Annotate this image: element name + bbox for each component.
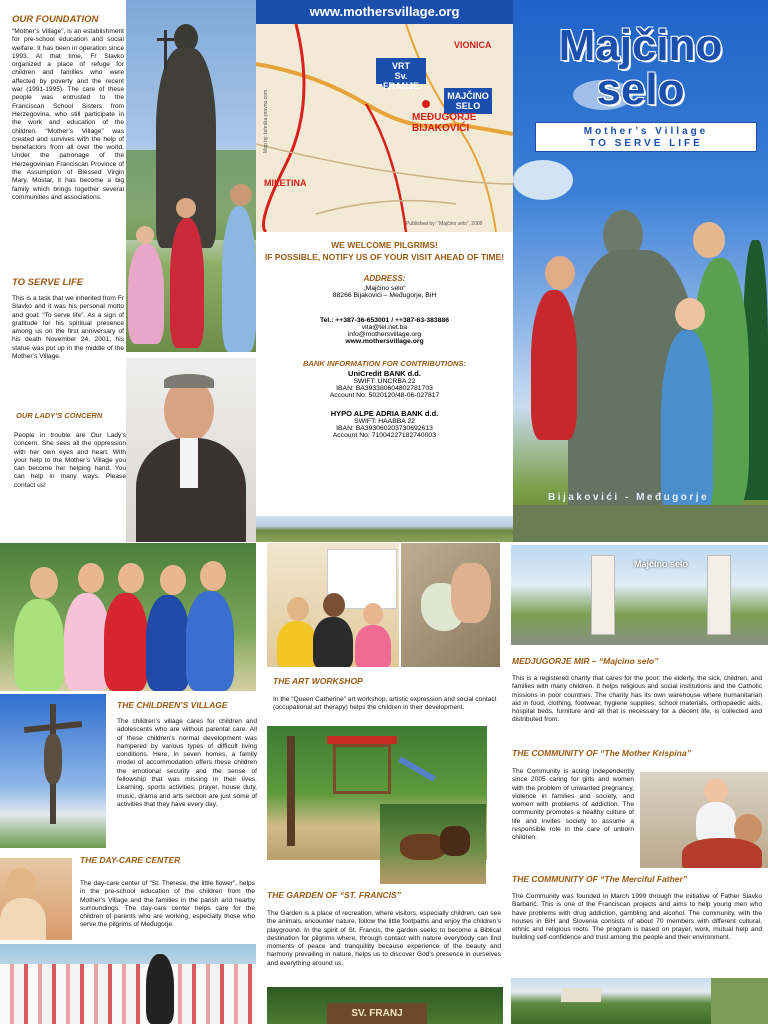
contact-block: [258, 236, 511, 516]
miletina-label: MILETINA: [264, 178, 307, 188]
community-landscape-photo: [511, 978, 768, 1024]
concern-heading: OUR LADY’S CONCERN: [16, 411, 103, 420]
map-url-bar: [256, 0, 513, 24]
medugorje-label: [412, 112, 476, 134]
statue-photo: [126, 0, 256, 352]
bank2-swift: SWIFT: HAABBA 22: [354, 418, 415, 425]
art-text: In the “Queen Catherine” art workshop, artistic expression and social contact (occupational art therapy) helps the children in their development.: [273, 696, 497, 712]
bank-label: BANK INFORMATION FOR CONTRIBUTIONS:: [302, 359, 467, 368]
email-vita[interactable]: vita@tel.net.ba: [361, 324, 408, 331]
to-serve-heading: TO SERVE LIFE: [12, 277, 84, 288]
vionica-label: VIONICA: [454, 40, 492, 50]
address-line2: 88266 Bijakovići – Međugorje, BiH: [332, 292, 437, 299]
mir-text: This is a registered charity that cares for the poor: the elderly, the sick, children, and families with many children. It helps religious and social institutions and the Catholic missions in poor countries. The charity has its own warehouse where humanitarian aid in food, clothing, footwear, hygiene supplies, school materials, orthopaedic aids, hospital beds, furniture and all that is necessary for a decent life, is collected and distributed from.: [512, 675, 762, 724]
garden-sign-photo: [267, 987, 503, 1024]
bank1-iban: IBAN: BA393380604802781703: [336, 385, 433, 392]
email-info[interactable]: info@mothersvillage.org: [347, 331, 422, 338]
merciful-heading: THE COMMUNITY OF “The Merciful Father”: [512, 874, 688, 884]
bank2-account: Account No: 7100422718274000З: [332, 432, 437, 439]
medugorje-label-line1: MEĐUGORJE: [412, 112, 477, 123]
welcome-line1: WE WELCOME PILGRIMS!: [331, 240, 438, 250]
cover-title-line1: Majčino: [558, 21, 723, 70]
vrt-label-line1: VRT: [392, 61, 410, 71]
krispina-text: The Community is acting independently since 2005 caring for girls and women with the problem of unwanted pregnancy, violence in families and society, and women with problems of addiction. The community promotes a healthy culture of life and invites society to assume a responsible role in the care of unborn children.: [512, 768, 634, 842]
medugorje-label-line2: BIJAKOVIĆI: [412, 123, 470, 134]
address-label: ADDRESS:: [363, 274, 406, 283]
bank2-name: HYPO ALPE ADRIA BANK d.d.: [330, 409, 439, 418]
children-group-photo: [0, 543, 256, 691]
garden-text: The Garden is a place of recreation, where visitors, especially children, can see the animals, encounter nature, follow the little footpaths and enjoy the children’s playground. In the spirit of St. Francis, the garden seeks to become a Biblical destination for pilgrims where, through contact with nature everybody can find moments of peace and tranquillity because experience of the beauty and harmony prevailing in nature, helps us to discover God’s presence in ourselves and everything around us.: [267, 910, 501, 967]
mir-heading: MEDJUGORJE MIR – “Majcino selo”: [512, 656, 659, 666]
cover-subtitle-line1: Mother’s Village: [583, 126, 709, 137]
majcino-selo-label: [444, 88, 492, 114]
merciful-text: The Community was founded in March 1999 through the initiative of Father Slavko Barbarić. This is one of the Franciscan projects and aims to help young men who have problems with drug addiction, gambling and alcohol. The community, with the houses in BiH and Slovenia consists of about 70 members with different cultural, ethnic and religious roots. The program is based on prayer, work, mutual help and building self-confidence and trust among the people and their environment.: [512, 893, 762, 942]
bank2-iban: IBAN: BA393060203730692613: [336, 425, 433, 432]
krispina-heading: THE COMMUNITY OF “The Mother Krispina”: [512, 748, 691, 758]
art-photo-1: [267, 543, 399, 667]
bank1-name: UniCredit BANK d.d.: [348, 369, 421, 378]
ponies-photo: [380, 804, 486, 884]
childrens-village-text: The children’s village cares for children and adolescents who are without parental care. All of these children’s normal development was hampered by various types of difficult living conditions. Here, in seven homes, a family model of accommodation offers these children the emotional security and the sense of fellowship that was missing in their lives. Learning, sports activities, prayer, house duty, music, drama and arts section are just some of activities that they have every day.: [117, 718, 257, 808]
garden-sign: SV. FRANJ: [327, 1003, 427, 1024]
address-line1: „Majčino selo“: [363, 285, 406, 292]
cover-subtitle-line2: TO SERVE LIFE: [589, 138, 703, 149]
gate-photo: [511, 545, 768, 645]
mother-child-photo: [640, 772, 768, 868]
vrt-label-line2: Sv. FRANJE: [382, 71, 419, 91]
map-panel: [256, 0, 513, 232]
vrt-label: [376, 58, 426, 91]
priest-portrait: [126, 358, 256, 542]
to-serve-text: This is a task that we inherited from Fr Slavko and it was his personal motto and goal: “To serve life”. As a sign of gratitude for his spiritual presence among us on the first anniversary of his death November 24, 2001, his statue was put up in the middle of the Mother’s Village.: [12, 295, 124, 361]
cover-title-line2: selo: [596, 65, 685, 114]
map-side-credit: Map by: tehnika-pravno.com: [263, 89, 269, 153]
foundation-heading: OUR FOUNDATION: [12, 14, 99, 25]
cover-title: [513, 21, 768, 114]
art-photo-2: [401, 543, 500, 667]
daycare-photo: [0, 858, 72, 940]
chefs-group-photo: [0, 944, 256, 1024]
cover-subtitle-box: [535, 122, 757, 152]
majcino-label-line1: MAJČINO: [447, 91, 489, 101]
map-credit: Published by: “Majčino selo”, 2009: [406, 221, 483, 227]
map-url[interactable]: www.mothersvillage.org: [309, 4, 460, 19]
art-heading: THE ART WORKSHOP: [273, 676, 363, 686]
bank1-account: Account No: 5020120/48-06-027817: [329, 392, 440, 399]
cover-place: Bijakovići - Međugorje: [548, 492, 710, 503]
concern-text: People in trouble are Our Lady’s concern. She sees all the oppression with her own eyes and heart. With your help to the Mother’s Village you can become her helping hand. You can help in many ways. Please contact us!: [14, 432, 126, 489]
daycare-heading: THE DAY-CARE CENTER: [80, 855, 181, 865]
garden-heading: THE GARDEN OF “ST. FRANCIS”: [267, 890, 401, 900]
telephone[interactable]: Tel.: ++387-36-653001 / ++387-63-383886: [319, 317, 450, 324]
childrens-village-heading: THE CHILDREN’S VILLAGE: [117, 700, 228, 710]
foundation-text: “Mother’s Village”, is an establishment for pre-school education and social welfare. It has been in operation since 1993. At that time, Fr Slavko organized a place of refuge for children and families who were affected by poverty and the recent war (1991-1995). The care of these people was entrusted to the Franciscan School Sisters from Herzegovina, who still participate in the work and education of the children. “Mother’s Village” was created and survives with the help of benefactors from all over the world. Under the patronage of the Herzegovinian Franciscan Province of the Assumption of Blessed Virgin Mary, Mostar, it has become a big family which brings together several communities and associations.: [12, 28, 124, 201]
cross-statue-photo: [0, 694, 106, 848]
majcino-label-line2: SELO: [455, 101, 481, 111]
website-link[interactable]: www.mothersvillage.org: [345, 338, 424, 345]
daycare-text: The day-care center of “St. Therese, the little flower”, helps in the pre-school education of the children from the Mother’s Village and the families in the parish and nearby surroundings. The day-care center helps care for the children of parents who are working, especially those who serve the pilgrims of Međugorje.: [80, 880, 255, 929]
landscape-strip: [256, 516, 513, 542]
bank1-swift: SWIFT: UNCRBA 22: [353, 378, 416, 385]
welcome-line2: IF POSSIBLE, NOTIFY US OF YOUR VISIT AHEAD OF TIME!: [264, 252, 505, 262]
gate-sign: Majčino selo: [633, 559, 688, 569]
